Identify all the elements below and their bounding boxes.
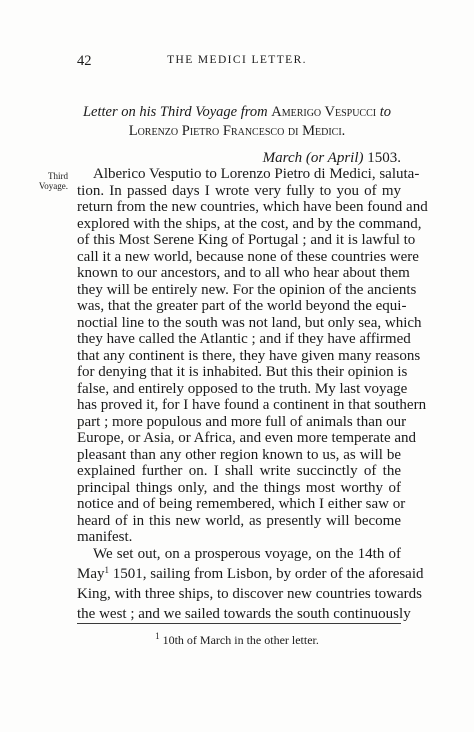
running-title: THE MEDICI LETTER. — [167, 54, 307, 66]
paragraph-1-line: part ; more populous and more full of animals than our — [77, 413, 407, 430]
paragraph-1-line: Alberico Vesputio to Lorenzo Pietro di Medici, saluta- — [93, 166, 420, 182]
heading-author: Amerigo Vespucci — [271, 104, 377, 120]
paragraph-1-line: call it a new world, because none of these countries were — [77, 248, 419, 265]
paragraph-1-line: for denying that it is inhabited. But this their opinion is — [77, 364, 408, 380]
paragraph-1-line: principal things only, and the things most worthy of — [77, 479, 401, 496]
footnote-text: 10th of March in the other letter. — [159, 633, 319, 647]
letter-heading-line-1 — [0, 104, 474, 121]
margin-note-line-1: Third — [48, 171, 68, 181]
paragraph-1-line: was, that the greater part of the world beyond the equi- — [77, 298, 407, 314]
paragraph-1-line: false, and entirely opposed to the truth. My last voyage — [77, 380, 408, 397]
paragraph-1-line: explained further on. I shall write succinctly of the — [77, 463, 401, 479]
paragraph-1-line: explored with the ships, at the cost, and by the command, — [77, 215, 422, 232]
heading-recipient: Lorenzo Pietro Francesco di Medici. — [128, 123, 346, 139]
paragraph-1-line: tion. In passed days I wrote very fully to you of my — [77, 182, 401, 199]
line-2-rest: 1501, sailing from Lisbon, by order of the aforesaid — [109, 566, 424, 582]
paragraph-1-line: they have called the Atlantic ; and if they have affirmed — [77, 331, 411, 347]
date-month: March (or April) — [262, 150, 364, 166]
paragraph-1-line: manifest. — [77, 529, 133, 545]
page-number: 42 — [77, 53, 92, 69]
paragraph-2-line: the west ; and we sailed towards the south continuously — [77, 606, 411, 622]
paragraph-1-line: heard of in this new world, as presently will become — [77, 512, 401, 529]
paragraph-2-line: King, with three ships, to discover new countries towards — [77, 586, 422, 602]
heading-intro: Letter on his Third Voyage from — [82, 104, 268, 120]
footnote — [0, 633, 474, 648]
paragraph-1-line: known to our ancestors, and to all who hear about them — [77, 265, 410, 281]
paragraph-2-line-2 — [77, 564, 424, 584]
month-may: May — [77, 566, 105, 582]
paragraph-1-line: they will be entirely new. For the opinion of the ancients — [77, 281, 417, 298]
margin-note-line-2: Voyage. — [38, 181, 68, 191]
paragraph-1-line: pleasant than any other region known to us, as will be — [77, 446, 401, 463]
footnote-marker: 1 — [155, 631, 160, 641]
paragraph-1-line: return from the new countries, which have been found and — [77, 199, 428, 215]
footnote-ref: 1 — [104, 565, 109, 575]
heading-to: to — [379, 104, 391, 120]
paragraph-1-line: of this Most Serene King of Portugal ; and it is lawful to — [77, 232, 416, 248]
footnote-rule — [77, 623, 401, 624]
paragraph-1-line: notice and of being remembered, which I either saw or — [77, 496, 406, 512]
paragraph-2-line-1: We set out, on a prosperous voyage, on the 14th of — [93, 546, 401, 562]
paragraph-1-line: that any continent is there, they have given many reasons — [77, 347, 421, 364]
margin-note — [30, 171, 68, 191]
paragraph-1-line: Europe, or Asia, or Africa, and even more temperate and — [77, 430, 417, 446]
paragraph-1-line: noctial line to the south was not land, but only sea, which — [77, 314, 422, 331]
date-year: 1503. — [367, 150, 401, 166]
paragraph-1-line: has proved it, for I have found a continent in that southern — [77, 397, 427, 413]
